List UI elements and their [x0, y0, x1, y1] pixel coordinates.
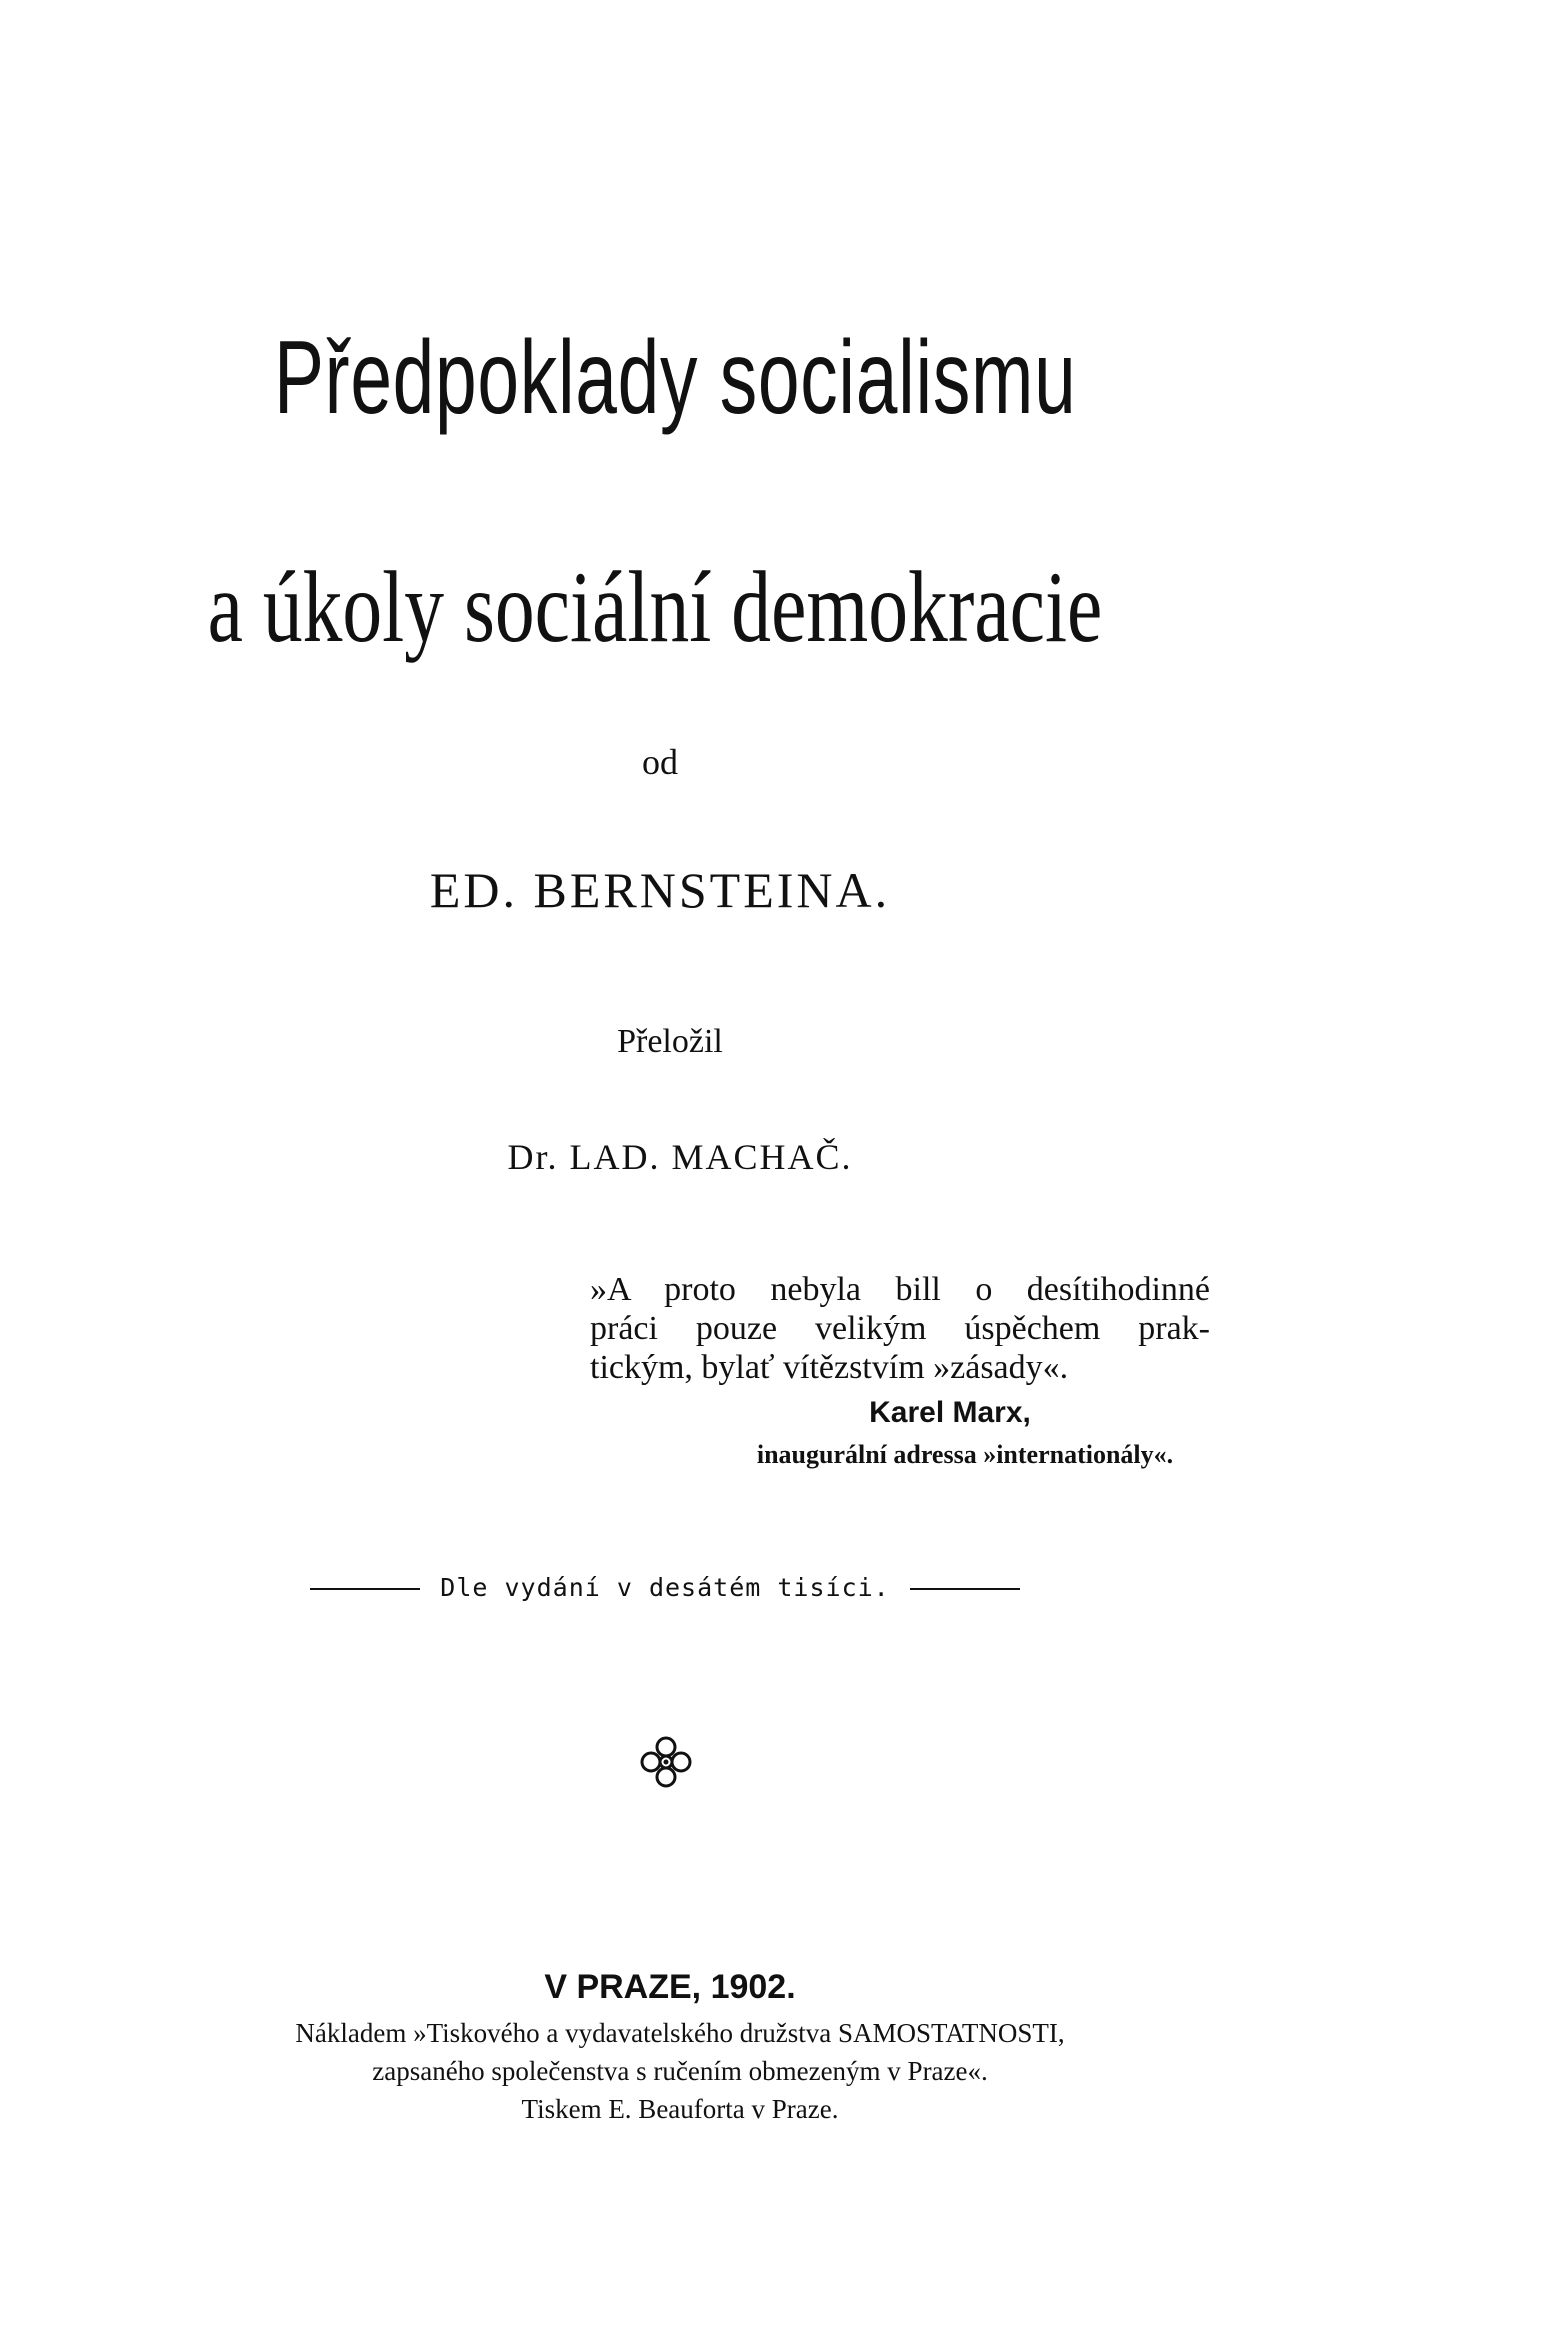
rule-divider [910, 1588, 1020, 1590]
epigraph-line: »A proto nebyla bill o desítihodinné [590, 1271, 1210, 1308]
edition-note-row [310, 1568, 1020, 1608]
epigraph-quote [590, 1270, 1210, 1387]
imprint-place-year: V PRAZE, 1902. [544, 1968, 796, 2006]
title-line-2: a úkoly sociální demokracie [207, 551, 1103, 664]
author-name: ED. BERNSTEINA. [429, 862, 891, 918]
quatrefoil-ornament-icon [639, 1735, 693, 1789]
translated-label: Přeložil [617, 1023, 723, 1060]
edition-note: Dle vydání v desátém tisíci. [440, 1573, 890, 1602]
title-line-1: Předpoklady socialismu [273, 320, 1077, 436]
imprint-publisher: Nákladem »Tiskového a vydavatelského družstva SAMOSTATNOSTI, [295, 2018, 1065, 2048]
by-label: od [642, 742, 678, 782]
imprint-company: zapsaného společenstva s ručením obmezeným v Praze«. [372, 2056, 988, 2086]
epigraph-line: tickým, bylať vítězstvím »zásady«. [590, 1349, 1069, 1386]
imprint-printer: Tiskem E. Beauforta v Praze. [521, 2094, 839, 2124]
translator-name: Dr. LAD. MACHAČ. [507, 1137, 853, 1177]
epigraph-source: inaugurální adressa »internationály«. [756, 1440, 1174, 1469]
epigraph-line: práci pouze velikým úspěchem prak- [590, 1310, 1210, 1347]
rule-divider [310, 1588, 420, 1590]
epigraph-author: Karel Marx, [869, 1396, 1031, 1429]
